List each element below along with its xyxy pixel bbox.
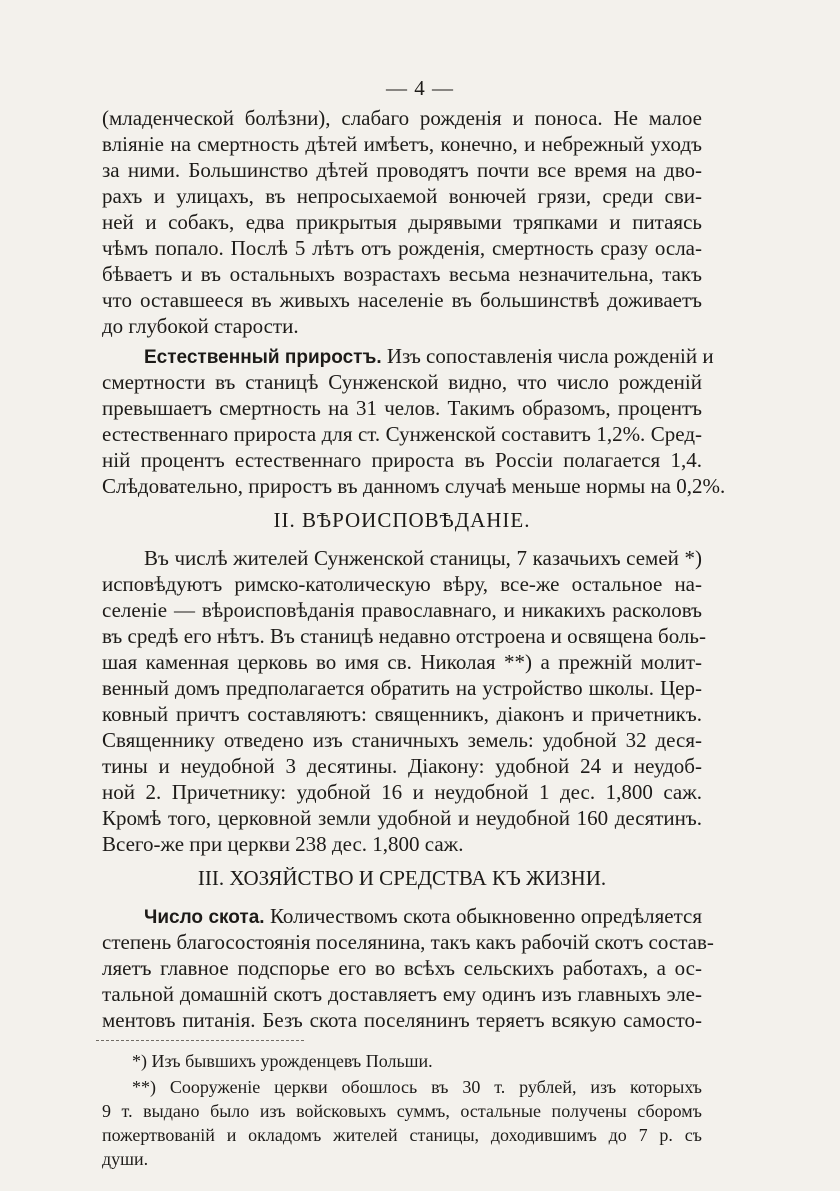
section-heading-economy: III. ХОЗЯЙСТВО И СРЕДСТВА КЪ ЖИЗНИ.: [197, 866, 607, 890]
section-heading-religion: II. ВѢРОИСПОВѢДАНІЕ.: [273, 508, 531, 532]
text-span: Количествомъ скота обыкновенно опредѣляется: [269, 904, 702, 928]
text-line: ляетъ главное подспорье его во всѣхъ сельскихъ работахъ, а ос-: [102, 956, 702, 980]
text-line: шая каменная церковь во имя св. Николая **) а прежній молит-: [102, 650, 702, 674]
text-line: рахъ и улицахъ, въ непросыхаемой вонючей грязи, среди сви-: [102, 184, 702, 208]
text-line: (младенческой болѣзни), слабаго рожденія и поноса. Не малое: [102, 106, 702, 130]
text-line: въ средѣ его нѣтъ. Въ станицѣ недавно отстроена и освящена боль-: [102, 624, 706, 648]
text-line: Кромѣ того, церковной земли удобной и неудобной 160 десятинъ.: [102, 806, 702, 830]
text-line: вліяніе на смертность дѣтей имѣетъ, конечно, и небрежный уходъ: [102, 132, 702, 156]
section-lead-livestock: Число скота.: [144, 907, 265, 928]
text-line: Слѣдовательно, приростъ въ данномъ случаѣ меньше нормы на 0,2%.: [102, 474, 726, 498]
footnote-1: *) Изъ бывшихъ урожденцевъ Польши.: [132, 1051, 433, 1071]
section-lead-natural-growth: Естественный приростъ.: [144, 347, 382, 368]
text-line: тины и неудобной 3 десятины. Діакону: удобной 24 и неудоб-: [102, 754, 702, 778]
text-line: ной 2. Причетнику: удобной 16 и неудобной 1 дес. 1,800 саж.: [102, 780, 702, 804]
text-line: бѣваетъ и въ остальныхъ возрастахъ весьма незначительна, такъ: [102, 262, 702, 286]
footnote-2-line: души.: [102, 1149, 149, 1169]
text-line-with-lead: [144, 344, 714, 370]
text-line: ней и собакъ, едва прикрытыя дырявыми тряпками и питаясь: [102, 210, 702, 234]
text-line: чѣмъ попало. Послѣ 5 лѣтъ отъ рожденія, смертность сразу осла-: [102, 236, 702, 260]
text-line: Священнику отведено изъ станичныхъ земель: удобной 32 деся-: [102, 728, 702, 752]
text-line: Всего-же при церкви 238 дес. 1,800 саж.: [102, 832, 464, 856]
text-line: за ними. Большинство дѣтей проводятъ почти все время на дво-: [102, 158, 702, 182]
footnote-2-line: **) Сооруженіе церкви обошлось въ 30 т. рублей, изъ которыхъ: [132, 1077, 702, 1097]
text-line-with-lead: [144, 904, 702, 930]
text-line: венный домъ предполагается обратить на устройство школы. Цер-: [102, 676, 702, 700]
footnote-2-line: пожертвованій и окладомъ жителей станицы, доходившимъ до 7 р. съ: [102, 1125, 702, 1145]
text-line: степень благосостоянія поселянина, такъ какъ рабочій скотъ состав-: [102, 930, 714, 954]
text-line: что оставшееся въ живыхъ населеніе въ большинствѣ доживаетъ: [102, 288, 702, 312]
text-line: ковный причтъ составляютъ: священникъ, діаконъ и причетникъ.: [102, 702, 702, 726]
text-line: превышаетъ смертность на 31 челов. Такимъ образомъ, процентъ: [102, 396, 702, 420]
text-line: исповѣдуютъ римско-католическую вѣру, все-же остальное на-: [102, 572, 702, 596]
footnote-2-line: 9 т. выдано было изъ войсковыхъ суммъ, остальные получены сборомъ: [102, 1101, 702, 1121]
text-line: ній процентъ естественнаго прироста въ Россіи полагается 1,4.: [102, 448, 702, 472]
text-line: ментовъ питанія. Безъ скота поселянинъ теряетъ всякую самосто-: [102, 1008, 702, 1032]
text-line: смертности въ станицѣ Сунженской видно, что число рожденій: [102, 370, 702, 394]
text-line: Въ числѣ жителей Сунженской станицы, 7 казачьихъ семей *): [144, 546, 702, 570]
text-line: тальной домашній скотъ доставляетъ ему одинъ изъ главныхъ эле-: [102, 982, 702, 1006]
footnote-divider: [96, 1040, 304, 1041]
text-line: естественнаго прироста для ст. Сунженской составитъ 1,2%. Сред-: [102, 422, 702, 446]
text-span: Изъ сопоставленія числа рожденій и: [386, 344, 714, 368]
text-line: селеніе — вѣроисповѣданія православнаго, и никакихъ расколовъ: [102, 598, 702, 622]
text-line: до глубокой старости.: [102, 314, 299, 338]
page-number: — 4 —: [386, 76, 454, 100]
